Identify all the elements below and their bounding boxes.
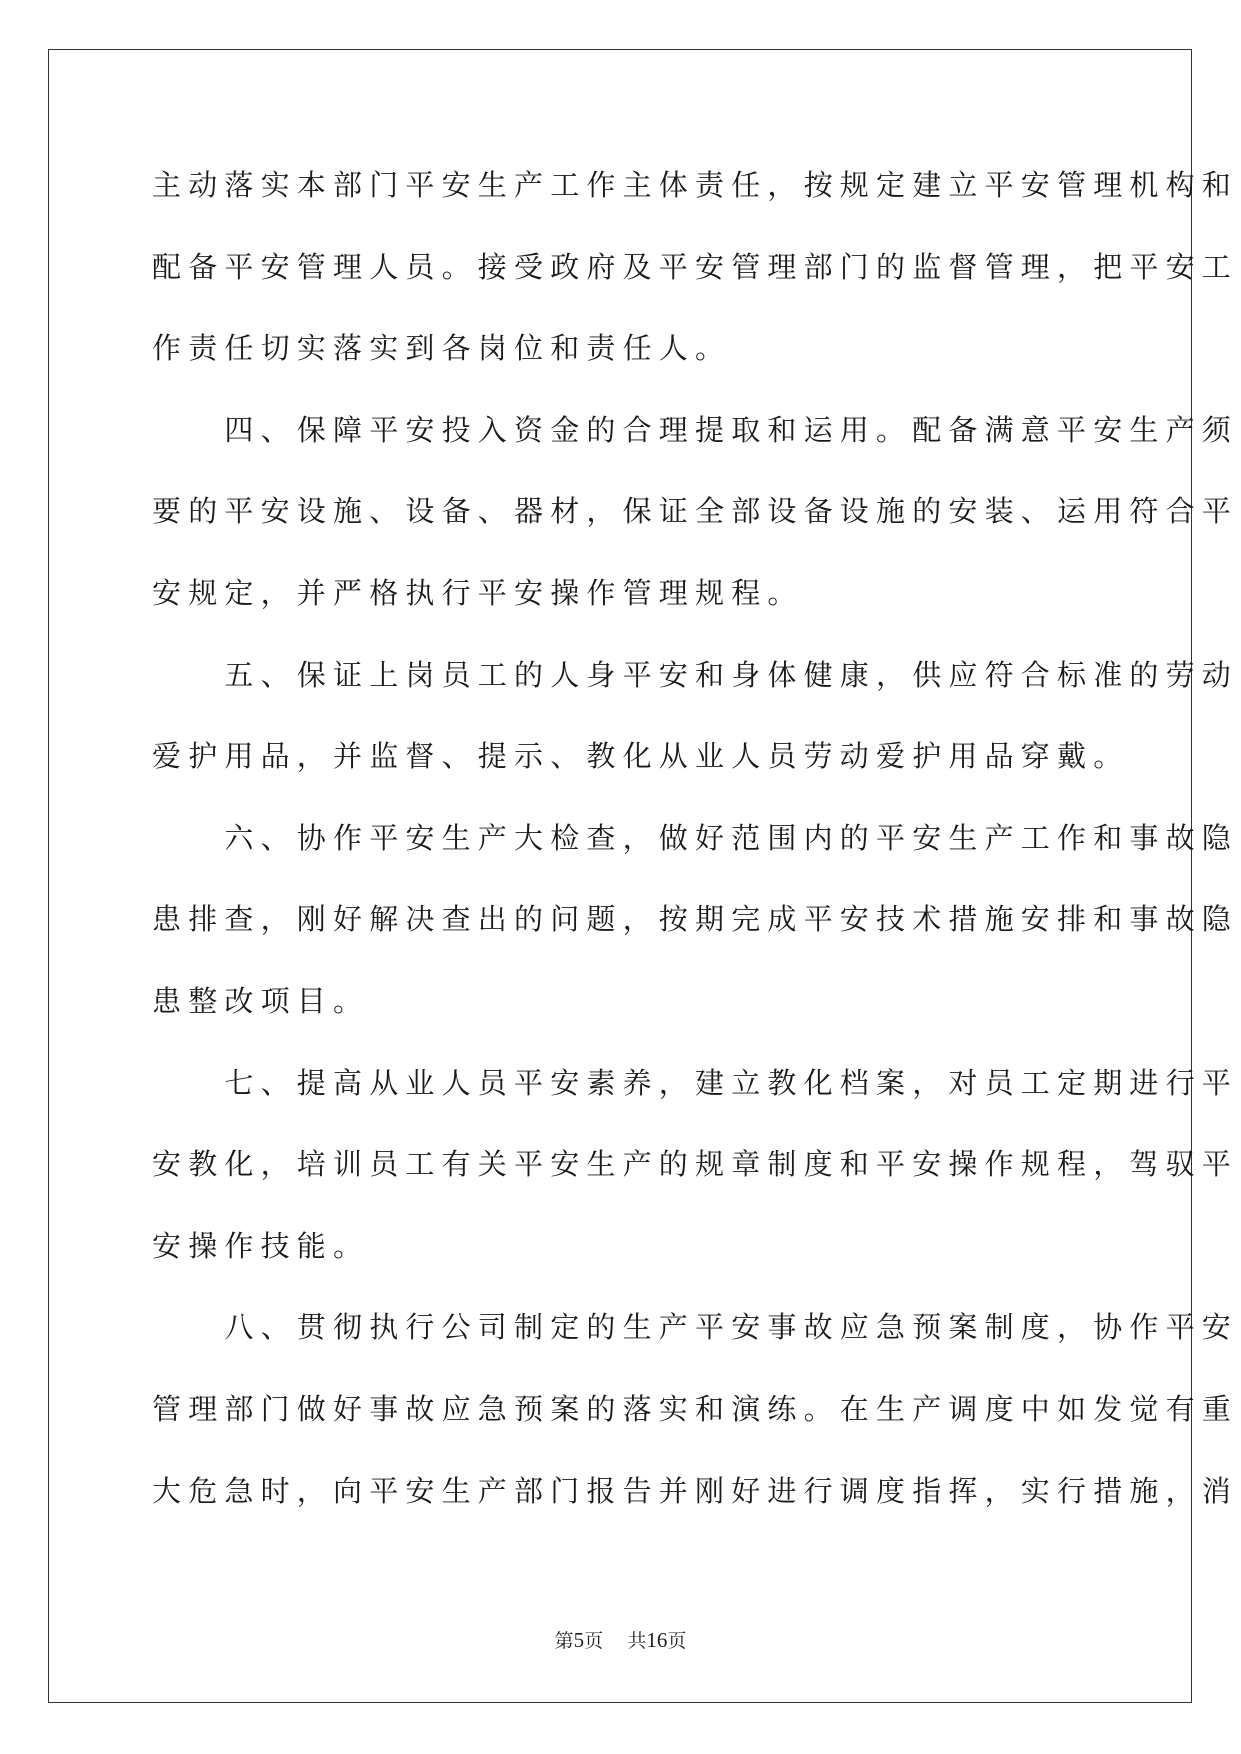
text-line: 安规定，并严格执行平安操作管理规程。 bbox=[152, 575, 804, 610]
total-suffix: 页 bbox=[667, 1630, 687, 1652]
text-line: 爱护用品，并监督、提示、教化从业人员劳动爱护用品穿戴。 bbox=[152, 739, 1130, 774]
text-line: 配备平安管理人员。接受政府及平安管理部门的监督管理，把平安工 bbox=[152, 249, 1239, 284]
text-line: 五、保证上岗员工的人身平安和身体健康，供应符合标准的劳动 bbox=[152, 657, 1239, 692]
text-line: 患整改项目。 bbox=[152, 983, 370, 1018]
total-pages-number: 16 bbox=[646, 1628, 668, 1652]
current-page-number: 5 bbox=[573, 1628, 585, 1652]
text-line: 八、贯彻执行公司制定的生产平安事故应急预案制度，协作平安 bbox=[152, 1310, 1239, 1345]
paragraph-item-7 bbox=[152, 1058, 1239, 1303]
page-suffix: 页 bbox=[584, 1630, 604, 1652]
paragraph-item-5 bbox=[152, 650, 1239, 813]
text-line: 六、协作平安生产大检查，做好范围内的平安生产工作和事故隐 bbox=[152, 820, 1239, 855]
paragraph-responsibility bbox=[152, 160, 1239, 405]
paragraph-item-6 bbox=[152, 813, 1239, 1058]
paragraph-item-4 bbox=[152, 405, 1239, 650]
text-line: 大危急时，向平安生产部门报告并刚好进行调度指挥，实行措施，消 bbox=[152, 1473, 1239, 1508]
page-prefix: 第 bbox=[554, 1630, 574, 1652]
text-line: 安教化，培训员工有关平安生产的规章制度和平安操作规程，驾驭平 bbox=[152, 1147, 1239, 1182]
text-line: 安操作技能。 bbox=[152, 1228, 370, 1263]
text-line: 主动落实本部门平安生产工作主体责任，按规定建立平安管理机构和 bbox=[152, 168, 1239, 202]
text-line: 作责任切实落实到各岗位和责任人。 bbox=[152, 331, 732, 366]
document-body bbox=[152, 160, 1239, 1547]
page-footer bbox=[0, 1628, 1241, 1653]
text-line: 七、提高从业人员平安素养，建立教化档案，对员工定期进行平 bbox=[152, 1065, 1239, 1100]
text-line: 四、保障平安投入资金的合理提取和运用。配备满意平安生产须 bbox=[152, 412, 1239, 447]
text-line: 管理部门做好事故应急预案的落实和演练。在生产调度中如发觉有重 bbox=[152, 1391, 1239, 1426]
text-line: 患排查，刚好解决查出的问题，按期完成平安技术措施安排和事故隐 bbox=[152, 902, 1239, 937]
total-prefix: 共 bbox=[627, 1630, 647, 1652]
text-line: 要的平安设施、设备、器材，保证全部设备设施的安装、运用符合平 bbox=[152, 494, 1239, 529]
paragraph-item-8 bbox=[152, 1302, 1239, 1547]
